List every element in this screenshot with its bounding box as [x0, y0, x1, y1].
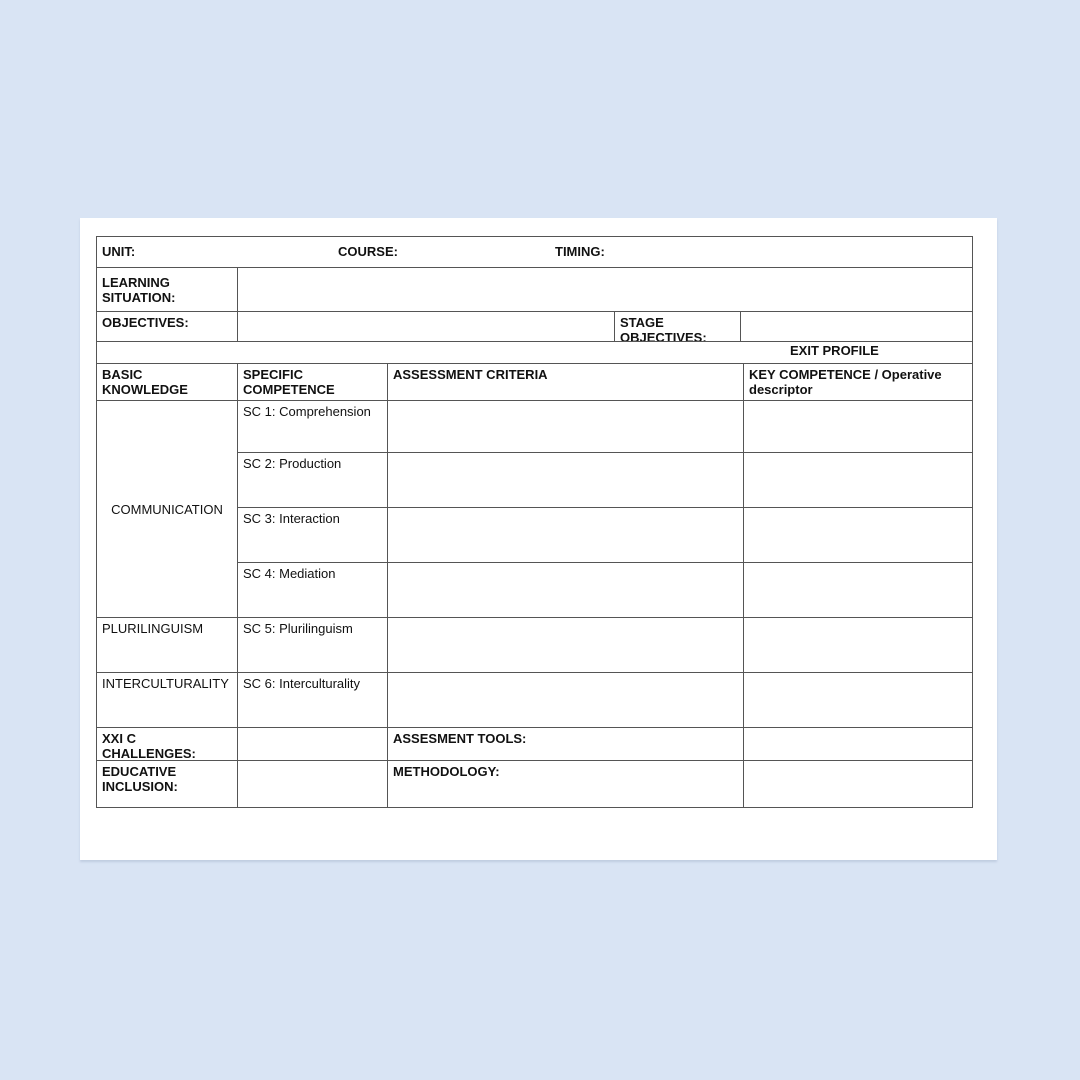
header-row	[96, 236, 973, 268]
timing-label: TIMING:	[555, 244, 605, 259]
sc-2: SC 2: Production	[237, 452, 388, 508]
inclusion-field[interactable]	[237, 760, 388, 808]
document-page	[80, 218, 997, 860]
challenges-field[interactable]	[237, 727, 388, 761]
sc-5-criteria[interactable]	[387, 617, 744, 673]
objectives-label: OBJECTIVES:	[96, 311, 238, 342]
sc-4-key[interactable]	[743, 562, 973, 618]
course-label: COURSE:	[338, 244, 398, 259]
col-assessment-criteria: ASSESSMENT CRITERIA	[387, 363, 744, 401]
sc-1-criteria[interactable]	[387, 400, 744, 453]
col-key-competence: KEY COMPETENCE / Operative descriptor	[743, 363, 973, 401]
exit-profile-label: EXIT PROFILE	[790, 343, 879, 358]
knowledge-communication: COMMUNICATION	[96, 400, 238, 618]
stage-objectives-label: STAGE OBJECTIVES:	[614, 311, 741, 342]
stage-objectives-field[interactable]	[740, 311, 973, 342]
knowledge-interculturality: INTERCULTURALITY	[96, 672, 238, 728]
objectives-field[interactable]	[237, 311, 615, 342]
sc-6-criteria[interactable]	[387, 672, 744, 728]
methodology-label: METHODOLOGY:	[387, 760, 744, 808]
sc-4: SC 4: Mediation	[237, 562, 388, 618]
assessment-tools-label: ASSESMENT TOOLS:	[387, 727, 744, 761]
sc-5-key[interactable]	[743, 617, 973, 673]
inclusion-label: EDUCATIVE INCLUSION:	[96, 760, 238, 808]
sc-2-key[interactable]	[743, 452, 973, 508]
methodology-field[interactable]	[743, 760, 973, 808]
sc-3-key[interactable]	[743, 507, 973, 563]
assessment-tools-field[interactable]	[743, 727, 973, 761]
challenges-label: XXI C CHALLENGES:	[96, 727, 238, 761]
sc-6: SC 6: Interculturality	[237, 672, 388, 728]
unit-label: UNIT:	[102, 244, 136, 259]
knowledge-plurilinguism: PLURILINGUISM	[96, 617, 238, 673]
col-basic-knowledge: BASIC KNOWLEDGE	[96, 363, 238, 401]
sc-4-criteria[interactable]	[387, 562, 744, 618]
learning-situation-field[interactable]	[237, 267, 973, 312]
col-specific-competence: SPECIFIC COMPETENCE	[237, 363, 388, 401]
sc-1: SC 1: Comprehension	[237, 400, 388, 453]
sc-6-key[interactable]	[743, 672, 973, 728]
learning-situation-label: LEARNING SITUATION:	[96, 267, 238, 312]
sc-5: SC 5: Plurilinguism	[237, 617, 388, 673]
sc-3-criteria[interactable]	[387, 507, 744, 563]
sc-2-criteria[interactable]	[387, 452, 744, 508]
sc-3: SC 3: Interaction	[237, 507, 388, 563]
sc-1-key[interactable]	[743, 400, 973, 453]
